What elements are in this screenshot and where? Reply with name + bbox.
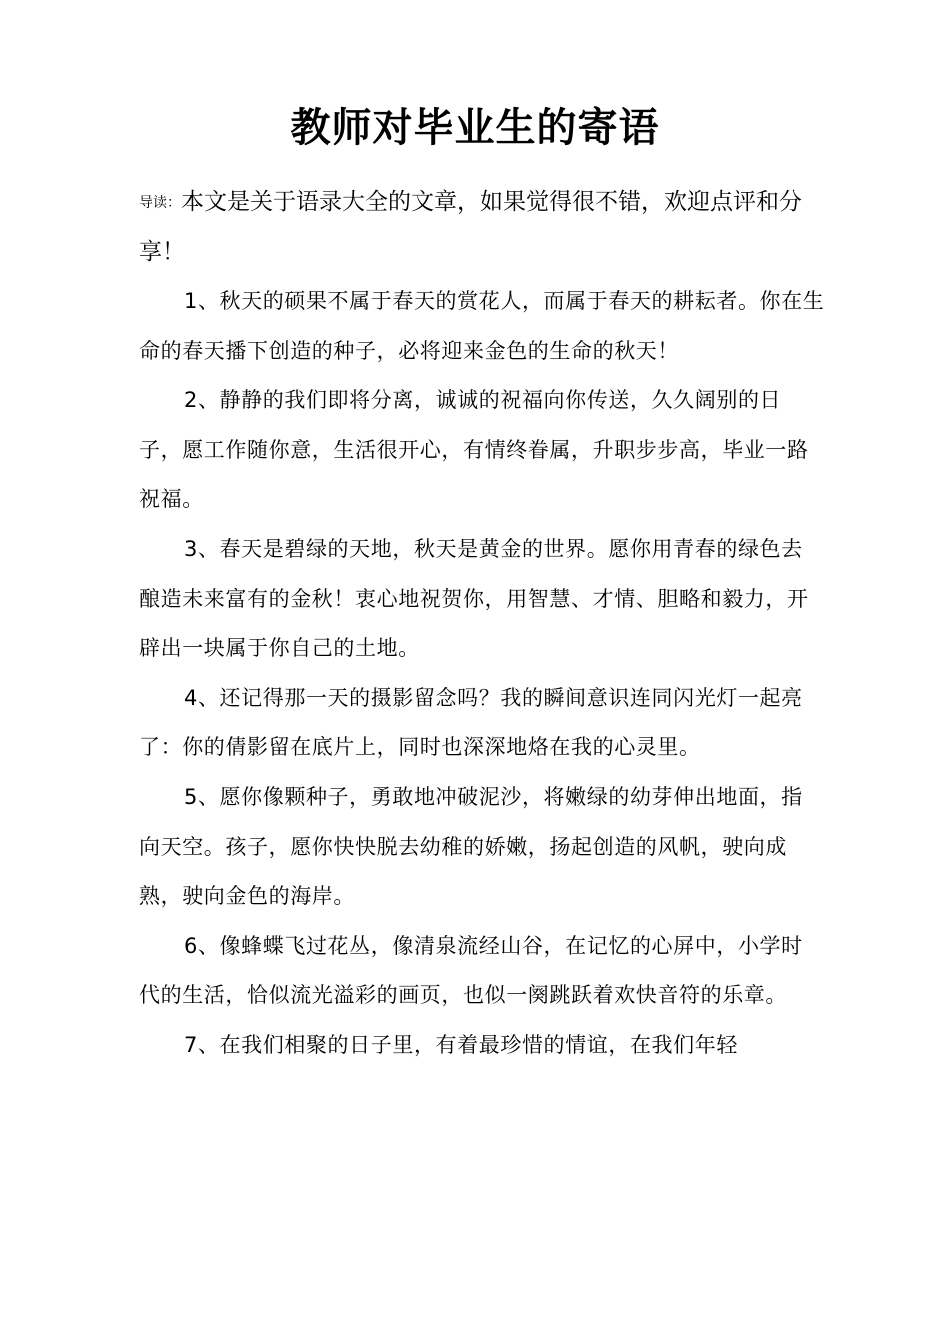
paragraph-5: 5、愿你像颗种子，勇敢地冲破泥沙，将嫩绿的幼芽伸出地面，指向天空。孩子，愿你快快脱去幼稚的娇嫩，扬起创造的风帆，驶向成熟，驶向金色的海岸。 [139, 784, 803, 909]
intro-label: 导读： [139, 195, 181, 211]
paragraph-7: 7、在我们相聚的日子里，有着最珍惜的情谊，在我们年轻 [184, 1032, 738, 1057]
paragraph-3: 3、春天是碧绿的天地，秋天是黄金的世界。愿你用青春的绿色去酿造未来富有的金秋！衷心地祝贺你，用智慧、才情、胆略和毅力，开辟出一块属于你自己的土地。 [139, 536, 809, 661]
paragraph-2: 2、静静的我们即将分离，诚诚的祝福向你传送，久久阔别的日子，愿工作随你意，生活很开心，有情终眷属，升职步步高，毕业一路祝福。 [139, 388, 809, 512]
document-title: 教师对毕业生的寄语 [290, 105, 660, 151]
paragraph-6: 6、像蜂蝶飞过花丛，像清泉流经山谷，在记忆的心屏中，小学时代的生活，恰似流光溢彩的画页，也似一阕跳跃着欢快音符的乐章。 [139, 933, 803, 1008]
document-body [139, 277, 825, 1071]
intro-text: 本文是关于语录大全的文章，如果觉得很不错，欢迎点评和分享！ [139, 189, 802, 265]
paragraph-4: 4、还记得那一天的摄影留念吗？我的瞬间意识连同闪光灯一起亮了：你的倩影留在底片上，同时也深深地烙在我的心灵里。 [139, 685, 803, 760]
intro-paragraph [139, 178, 809, 277]
paragraph-1: 1、秋天的硕果不属于春天的赏花人，而属于春天的耕耘者。你在生命的春天播下创造的种子，必将迎来金色的生命的秋天！ [139, 289, 825, 363]
